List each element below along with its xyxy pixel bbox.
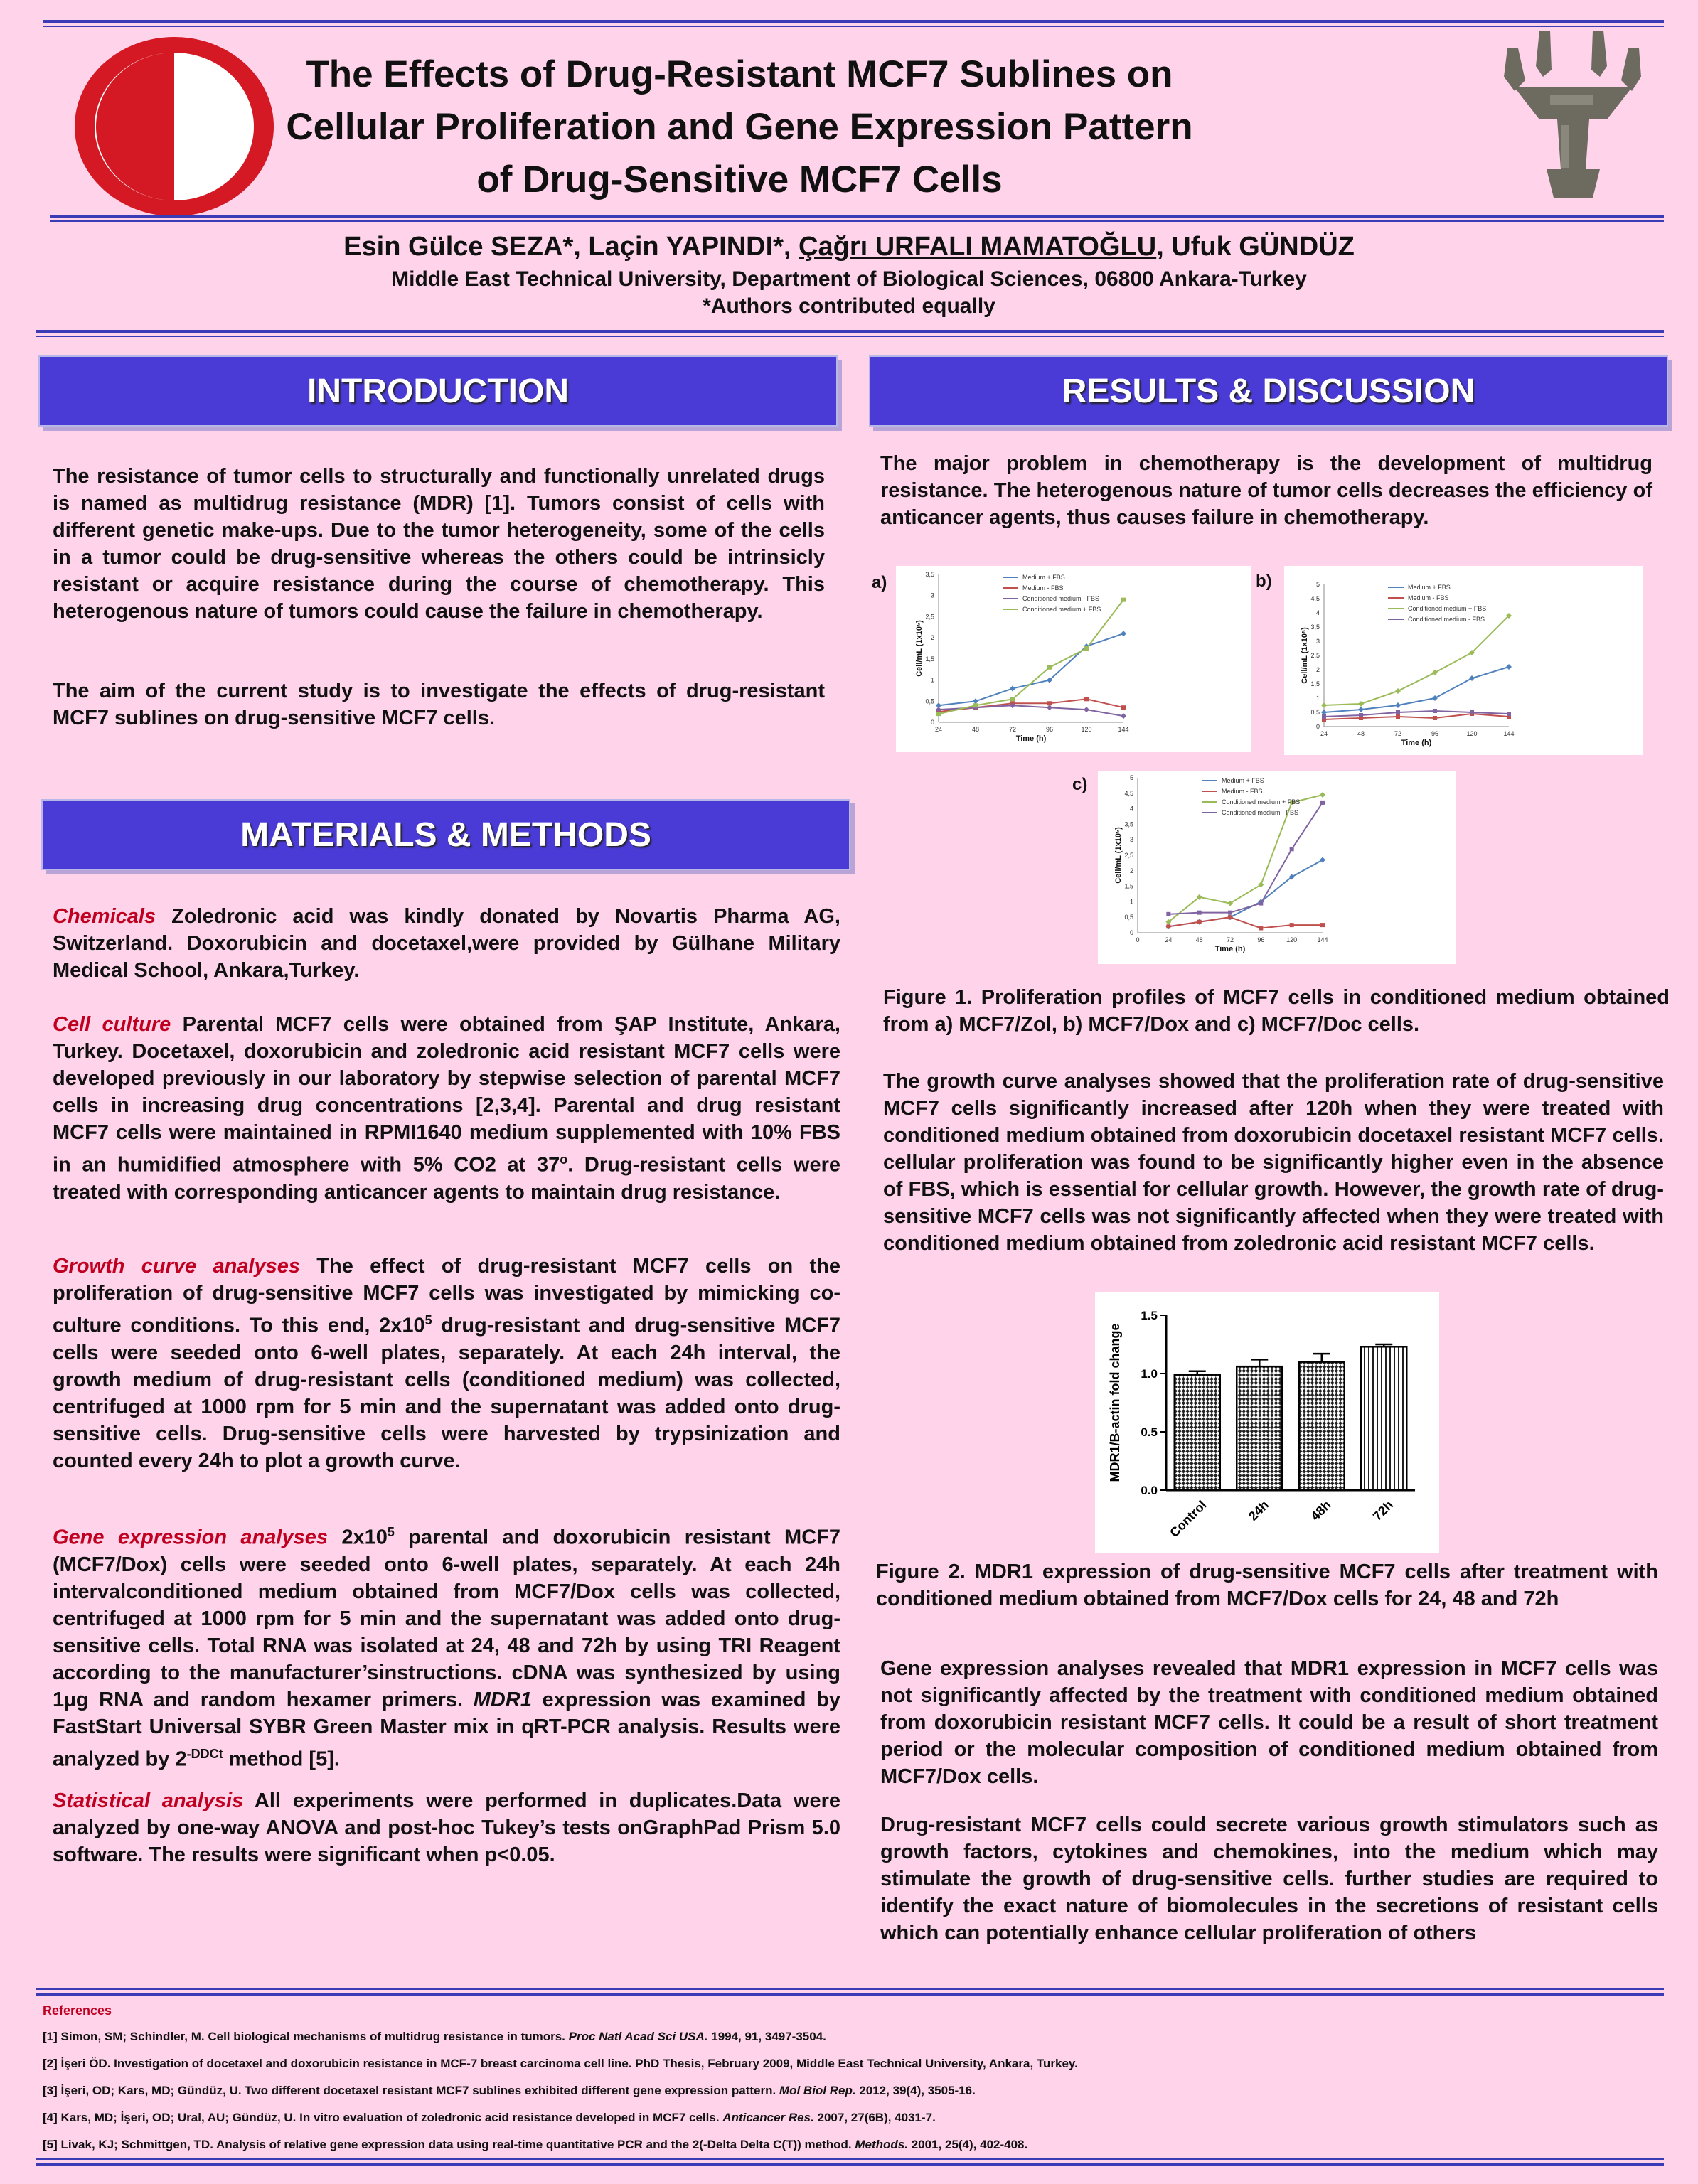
poster-title: The Effects of Drug-Resistant MCF7 Sublines on Cellular Proliferation and Gene Expression Pattern of Drug-Sensitive MCF7 Cells [286, 53, 1193, 200]
legend-label: Conditioned medium - FBS [1022, 595, 1100, 602]
series-line [1324, 714, 1509, 719]
y-tick-label: 4 [1315, 609, 1320, 616]
x-tick-label: 48 [971, 726, 980, 733]
figure-1-caption: Figure 1. Proliferation profiles of MCF7 cells in conditioned medium obtained from a) MCF7/Zol, b) MCF7/Dox and c) MCF7/Doc cells. [883, 986, 1670, 1036]
y-tick-label: 1 [1315, 695, 1320, 702]
data-point [1396, 714, 1400, 719]
methods-chemicals: Chemicals Zoledronic acid was kindly donated by Novartis Pharma AG, Switzerland. Doxorubicin and docetaxel,were provided by Gülhane Military Medical School, Ankara,Turkey. [53, 905, 840, 982]
y-tick-label: 2 [1129, 867, 1133, 874]
bar [1175, 1375, 1220, 1490]
y-tick-label: 0,5 [1124, 914, 1133, 921]
x-axis-label: Time (h) [1214, 945, 1246, 953]
data-point [1321, 702, 1327, 708]
legend-label: Medium - FBS [1222, 788, 1263, 795]
data-point [1433, 716, 1437, 720]
y-tick-label: 1,5 [1124, 882, 1133, 890]
y-tick-label: 3 [1315, 638, 1320, 645]
chart-panel-b [1284, 566, 1643, 755]
statistics-keyword: Statistical analysis [53, 1789, 244, 1812]
results-paragraph-4: Drug-resistant MCF7 cells could secrete various growth stimulators such as growth factors, cytokines and chemokines, into the medium which may stimulate the growth of drug-sensitive cells. further studies are required to identify the exact nature of biomolecules in the secretions of resistant cells which can potentially enhance cellular proliferation of others [880, 1814, 1658, 1944]
growth-chart-b [1284, 566, 1643, 755]
methods-heading: MATERIALS & METHODS [41, 799, 850, 870]
y-tick-label: 0 [1315, 723, 1320, 730]
data-point [1320, 792, 1325, 798]
references-heading: References [43, 2003, 112, 2018]
data-point [973, 703, 978, 707]
series-line [939, 600, 1123, 714]
data-point [1359, 713, 1363, 717]
y-tick-label: 5 [1315, 581, 1320, 588]
introduction-heading: INTRODUCTION [38, 355, 838, 427]
y-tick-label: 1,5 [925, 655, 934, 663]
y-tick-label: 0 [1129, 929, 1133, 936]
y-tick-label: 2 [1315, 666, 1320, 673]
legend-label: Medium + FBS [1022, 574, 1065, 581]
y-axis-label: Cell/mL (1x10⁵) [915, 620, 924, 677]
y-tick-label: 0.0 [1141, 1484, 1158, 1497]
data-point [1084, 646, 1089, 651]
legend-label: Conditioned medium - FBS [1408, 616, 1485, 623]
y-tick-label: 0.5 [1141, 1425, 1158, 1439]
cell-culture-keyword: Cell culture [53, 1013, 171, 1036]
header-bottom-rule [36, 330, 1664, 333]
y-tick-label: 0,5 [925, 697, 934, 705]
data-point [1433, 709, 1437, 713]
legend-label: Conditioned medium - FBS [1222, 809, 1299, 816]
data-point [1470, 710, 1474, 714]
x-tick-label: 144 [1317, 936, 1328, 943]
reference-item: [5] Livak, KJ; Schmittgen, TD. Analysis of relative gene expression data using real-time quantitative PCR and the 2(-Delta Delta C(T)) method. Methods. 2001, 25(4), 402-408. [43, 2138, 1028, 2151]
y-tick-label: 2,5 [1310, 652, 1320, 659]
panel-label-c: c) [1072, 775, 1088, 794]
x-axis-label: Time (h) [1015, 734, 1047, 743]
equal-contribution-note: *Authors contributed equally [703, 294, 995, 318]
data-point [1321, 710, 1327, 715]
y-tick-label: 3,5 [925, 571, 934, 578]
data-point [1010, 685, 1015, 691]
x-tick-label: 48 [1357, 730, 1365, 737]
results-paragraph-3: Gene expression analyses revealed that MDR1 expression in MCF7 cells was not significantly affected by the treatment with conditioned medium obtained from doxorubicin resistant MCF7 cells. It could be a result of short treatment period or the molecular composition of conditioned medium obtained from MCF7/Dox cells. [880, 1657, 1658, 1788]
y-axis-label: Cell/mL (1x10⁵) [1301, 627, 1309, 684]
y-tick-label: 4 [1129, 805, 1133, 813]
x-tick-label: Control [1167, 1497, 1210, 1541]
y-tick-label: 2,5 [1124, 852, 1133, 859]
top-rule-thin [43, 26, 1664, 27]
gene-expression-keyword: Gene expression analyses [53, 1526, 328, 1549]
title-rule [50, 215, 1664, 218]
y-tick-label: 3,5 [1310, 623, 1320, 631]
y-tick-label: 5 [1129, 774, 1133, 781]
data-point [973, 698, 978, 704]
series-line [1324, 667, 1509, 712]
data-point [1396, 710, 1400, 714]
x-tick-label: 96 [1257, 936, 1265, 943]
data-point [1432, 695, 1438, 701]
bottom-rule [36, 2158, 1664, 2160]
title-rule-thin [50, 220, 1664, 222]
x-tick-label: 72 [1226, 936, 1234, 943]
legend-label: Medium + FBS [1222, 777, 1264, 784]
top-rule [43, 20, 1664, 23]
mdr1-bar-chart [1095, 1292, 1439, 1553]
growth-chart-a [896, 566, 1251, 752]
data-point [1358, 701, 1364, 707]
data-point [1047, 665, 1052, 670]
x-tick-label: 96 [1431, 730, 1439, 737]
university-logo [71, 34, 277, 219]
chart-panel-mdr1 [1095, 1292, 1439, 1553]
x-tick-label: 144 [1118, 726, 1129, 733]
x-tick-label: 24 [934, 726, 943, 733]
data-point [936, 712, 941, 716]
results-heading: RESULTS & DISCUSSION [869, 355, 1668, 427]
data-point [1121, 713, 1126, 719]
reference-item: [2] İşeri ÖD. Investigation of docetaxel and doxorubicin resistance in MCF-7 breast carcinoma cell line. PhD Thesis, February 2009, Middle East Technical University, Ankara, Turkey. [43, 2057, 1078, 2070]
y-tick-label: 3,5 [1124, 820, 1133, 828]
legend-label: Medium - FBS [1022, 584, 1064, 592]
x-tick-label: 0 [1136, 936, 1140, 943]
reference-item: [3] İşeri, OD; Kars, MD; Gündüz, U. Two different docetaxel resistant MCF7 sublines exhibited different gene expression pattern. Mol Biol Rep. 2012, 39(4), 3505-16. [43, 2084, 976, 2097]
bar [1299, 1362, 1345, 1490]
reference-item: [4] Kars, MD; İşeri, OD; Ural, AU; Gündüz, U. In vitro evaluation of zoledronic acid resistance developed in MCF7 cells. Anticancer Res. 2007, 27(6B), 4031-7. [43, 2111, 936, 2124]
affiliation: Middle East Technical University, Department of Biological Sciences, 06800 Ankara-Turkey [391, 267, 1307, 291]
data-point [1395, 688, 1401, 694]
data-point [1259, 901, 1263, 906]
series-line [1168, 917, 1323, 928]
bar [1361, 1347, 1406, 1490]
introduction-paragraph-1: The resistance of tumor cells to structurally and functionally unrelated drugs is named as multidrug resistance (MDR) [1]. Tumors consist of cells with different genetic make-ups. Due to the tumor heterogeneity, some of the cells in a tumor could be drug-sensitive whereas the others could be intrinsicly resistant or acquire resistance during the course of chemotherapy. This heterogenous nature of tumors could cause the failure in chemotherapy. [53, 465, 825, 623]
data-point [1166, 924, 1170, 928]
methods-growth-curve: Growth curve analyses The effect of drug-resistant MCF7 cells on the proliferation of drug-sensitive MCF7 cells was investigated by mimicking co-culture conditions. To this end, $2x10^5$ drug-resistant and drug-sensitive MCF7 cells were seeded onto 6-well plates, separately. At each 24h interval, the growth medium of drug-resistant cells (conditioned medium) was collected, centrifuged at 1000 rpm for 5 min and the supernatant was added onto drug-sensitive cells. Drug-sensitive cells were harvested by trypsinization and counted every 24h to plot a growth curve. [53, 1255, 841, 1472]
data-point [1166, 912, 1170, 916]
reference-item: [1] Simon, SM; Schindler, M. Cell biological mechanisms of multidrug resistance in tumors. Proc Natl Acad Sci USA. 1994, 91, 3497-3504. [43, 2030, 826, 2043]
data-point [1121, 705, 1126, 710]
data-point [1290, 847, 1294, 851]
data-point [1121, 631, 1126, 636]
data-point [1322, 714, 1326, 719]
x-axis-label: Time (h) [1401, 739, 1432, 747]
bottom-rule-2 [36, 2163, 1664, 2166]
x-tick-label: 72h [1369, 1497, 1397, 1524]
results-paragraph-2: The growth curve analyses showed that the proliferation rate of drug-sensitive MCF7 cells significantly increased after 120h when they were treated with conditioned medium obtained from doxorubicin docetaxel resistant MCF7 cells. cellular proliferation was found to be significantly higher even in the absence of FBS, which is essential for cellular growth. However, the growth rate of drug-sensitive MCF7 cells was not significantly affected when they were treated with conditioned medium obtained from zoledronic acid resistant MCF7 cells. [883, 1070, 1664, 1255]
references-list [43, 2030, 1650, 2152]
data-point [1506, 664, 1512, 670]
panel-label-b: b) [1256, 572, 1272, 591]
chemicals-keyword: Chemicals [53, 905, 156, 928]
emblem-icon [1486, 27, 1657, 205]
x-tick-label: 120 [1466, 730, 1478, 737]
data-point [1395, 702, 1401, 708]
panel-label-a: a) [872, 573, 887, 592]
y-tick-label: 2 [930, 634, 934, 642]
data-point [1290, 923, 1294, 927]
data-point [1084, 707, 1089, 712]
data-point [1259, 926, 1263, 930]
series-line [939, 699, 1123, 712]
data-point [1197, 911, 1202, 915]
data-point [1507, 712, 1511, 716]
series-line [939, 633, 1123, 705]
legend-label: Medium + FBS [1408, 584, 1451, 591]
growth-chart-c [1098, 771, 1456, 964]
references-rule-top [36, 1988, 1664, 1990]
x-tick-label: 72 [1394, 730, 1402, 737]
legend-label: Conditioned medium + FBS [1222, 798, 1301, 805]
y-tick-label: 1.0 [1141, 1367, 1158, 1381]
data-point [1121, 598, 1126, 602]
methods-gene-expression: Gene expression analyses $2x10^5$ parental and doxorubicin resistant MCF7 (MCF7/Dox) cells were seeded onto 6-well plates, separately. At each 24h intervalconditioned medium obtained from MCF7/Dox cells was collected, centrifuged at 1000 rpm for 5 min and the supernatant was added onto drug-sensitive cells. Total RNA was isolated at 24, 48 and 72h by using TRI Reagent according to the manufacturer’sinstructions. cDNA was synthesized by using 1µg RNA and random hexamer primers. MDR1 expression was examined by FastStart Universal SYBR Green Master mix in qRT-PCR analysis. Results were analyzed by $2^{-DDCt}$ method [5]. [53, 1525, 840, 1771]
data-point [1228, 911, 1232, 915]
x-tick-label: 120 [1286, 936, 1298, 943]
data-point [1197, 920, 1202, 924]
chart-panel-c [1098, 771, 1456, 964]
methods-cell-culture: Cell culture Parental MCF7 cells were obtained from ŞAP Institute, Ankara, Turkey. Docetaxel, doxorubicin and zoledronic acid resistant MCF7 cells were developed previously in our laboratory by stepwise selection of parental MCF7 cells in increasing drug concentrations [2,3,4]. Parental and drug resistant MCF7 cells were maintained in RPMI1640 medium supplemented with 10% FBS in an humidified atmosphere with 5% CO2 at 37$^o$. Drug-resistant cells were treated with corresponding anticancer agents to maintain drug resistance. [53, 1013, 840, 1204]
y-tick-label: 4,5 [1124, 789, 1133, 797]
y-tick-label: 3 [930, 592, 934, 599]
results-paragraph-1: The major problem in chemotherapy is the development of multidrug resistance. The heterogenous nature of tumor cells decreases the efficiency of anticancer agents, thus causes failure in chemotherapy. [880, 452, 1652, 529]
legend-label: Conditioned medium + FBS [1408, 605, 1487, 612]
figure-2-caption: Figure 2. MDR1 expression of drug-sensitive MCF7 cells after treatment with conditioned medium obtained from MCF7/Dox cells for 24, 48 and 72h [876, 1561, 1658, 1610]
data-point [1047, 705, 1052, 710]
data-point [1320, 857, 1325, 863]
bar [1237, 1366, 1282, 1490]
y-axis-label: MDR1/B-actin fold change [1108, 1323, 1122, 1482]
y-tick-label: 4,5 [1310, 595, 1320, 602]
series-line [1168, 803, 1323, 914]
methods-statistics: Statistical analysis All experiments were performed in duplicates.Data were analyzed by one-way ANOVA and post-hoc Tukey’s tests onGraphPad Prism 5.0 software. The results were significant when p<0.05. [53, 1789, 840, 1866]
data-point [1010, 697, 1015, 701]
x-tick-label: 120 [1081, 726, 1092, 733]
x-tick-label: 24 [1165, 936, 1173, 943]
y-tick-label: 0 [930, 719, 934, 726]
y-axis-label: Cell/mL (1x10⁵) [1114, 827, 1123, 884]
data-point [1228, 915, 1232, 919]
data-point [1358, 707, 1364, 712]
x-tick-label: 24h [1245, 1497, 1272, 1524]
data-point [1320, 801, 1325, 805]
header-bottom-rule-thin [36, 336, 1664, 337]
data-point [1469, 675, 1475, 681]
data-point [1320, 923, 1325, 927]
y-tick-label: 0,5 [1310, 709, 1320, 716]
y-tick-label: 1.5 [1141, 1309, 1158, 1322]
y-tick-label: 2,5 [925, 613, 934, 621]
x-tick-label: 24 [1320, 730, 1328, 737]
author-list: Esin Gülce SEZA*, Laçin YAPINDI*, Çağrı URFALI MAMATOĞLU, Ufuk GÜNDÜZ [343, 232, 1355, 262]
data-point [1432, 670, 1438, 675]
y-tick-label: 1,5 [1310, 680, 1320, 687]
y-tick-label: 1 [930, 676, 934, 684]
series-line [1324, 616, 1509, 705]
x-tick-label: 96 [1045, 726, 1054, 733]
y-tick-label: 1 [1129, 898, 1133, 906]
legend-label: Conditioned medium + FBS [1022, 606, 1101, 613]
introduction-paragraph-2: The aim of the current study is to investigate the effects of drug-resistant MCF7 sublines on drug-sensitive MCF7 cells. [53, 680, 825, 729]
data-point [1084, 697, 1089, 701]
references [43, 2003, 1650, 2165]
x-tick-label: 72 [1008, 726, 1017, 733]
y-tick-label: 3 [1129, 836, 1133, 844]
growth-curve-keyword: Growth curve analyses [53, 1255, 301, 1278]
x-tick-label: 144 [1503, 730, 1515, 737]
x-tick-label: 48 [1195, 936, 1203, 943]
x-tick-label: 48h [1308, 1497, 1334, 1524]
legend-label: Medium - FBS [1408, 594, 1449, 601]
references-rule-top-2 [36, 1993, 1664, 1996]
chart-panel-a [896, 566, 1251, 752]
